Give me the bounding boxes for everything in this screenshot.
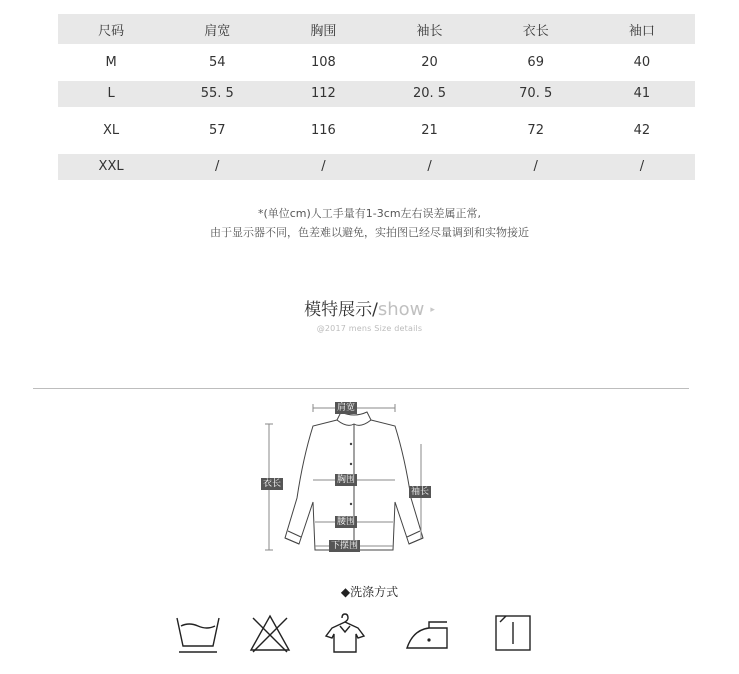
table-cell: 42: [633, 122, 651, 138]
table-cell: 20: [421, 54, 438, 70]
header-cell: 衣长: [483, 14, 589, 44]
table-cell: /: [483, 154, 589, 180]
header-cell: 袖口: [589, 14, 695, 44]
drip-dry-icon: [492, 612, 536, 656]
hang-dry-icon: [322, 612, 368, 656]
header-cell: 尺码: [58, 14, 164, 44]
table-cell: 112: [270, 81, 376, 107]
table-cell: 41: [589, 81, 695, 107]
no-bleach-icon: [247, 612, 293, 656]
table-cell: 116: [310, 122, 336, 138]
table-cell: XL: [103, 122, 120, 138]
table-cell: M: [105, 54, 117, 70]
table-cell: 108: [310, 54, 336, 70]
divider: [33, 388, 689, 389]
table-cell: 21: [421, 122, 438, 138]
shirt-measurement-diagram: [255, 398, 455, 560]
table-row: [58, 154, 695, 180]
table-row: [58, 107, 695, 154]
table-cell: /: [270, 154, 376, 180]
table-cell: XXL: [58, 154, 164, 180]
care-icons: [0, 612, 739, 668]
section-title-en: show: [377, 299, 425, 320]
table-cell: 20. 5: [376, 81, 482, 107]
section-title-cn: 模特展示/: [304, 300, 378, 320]
hem-label: 下摆围: [331, 541, 359, 551]
wash-basin-icon: [175, 612, 221, 656]
header-cell: 袖长: [376, 14, 482, 44]
table-row: [58, 44, 695, 81]
table-cell: 57: [208, 122, 226, 138]
chest-label: 胸围: [337, 475, 356, 485]
table-row: [58, 81, 695, 107]
table-cell: 69: [527, 54, 544, 70]
table-cell: 72: [527, 122, 544, 138]
table-cell: /: [376, 154, 482, 180]
table-header-row: [58, 14, 695, 44]
header-cell: 胸围: [270, 14, 376, 44]
size-table: [58, 14, 695, 180]
waist-label: 腰围: [337, 517, 356, 527]
section-subtitle: @2017 mens Size details: [316, 324, 423, 333]
table-cell: /: [164, 154, 270, 180]
measurement-note: *(单位cm)人工手量有1-3cm左右误差属正常,: [257, 207, 482, 220]
shoulder-label: 肩宽: [337, 403, 356, 413]
table-cell: 70. 5: [483, 81, 589, 107]
table-cell: 40: [633, 54, 651, 70]
header-cell: 肩宽: [164, 14, 270, 44]
table-cell: 54: [208, 54, 226, 70]
color-note: 由于显示器不同，色差难以避免，实拍图已经尽量调到和实物接近: [210, 226, 529, 239]
arrow-icon: ▸: [430, 305, 435, 315]
sleeve-label: 袖长: [411, 487, 430, 497]
care-title: ◆洗涤方式: [340, 585, 399, 599]
section-title: [0, 295, 739, 320]
length-label: 衣长: [263, 479, 282, 489]
iron-low-icon: [403, 612, 453, 656]
table-cell: 55. 5: [164, 81, 270, 107]
table-cell: L: [58, 81, 164, 107]
table-cell: /: [589, 154, 695, 180]
